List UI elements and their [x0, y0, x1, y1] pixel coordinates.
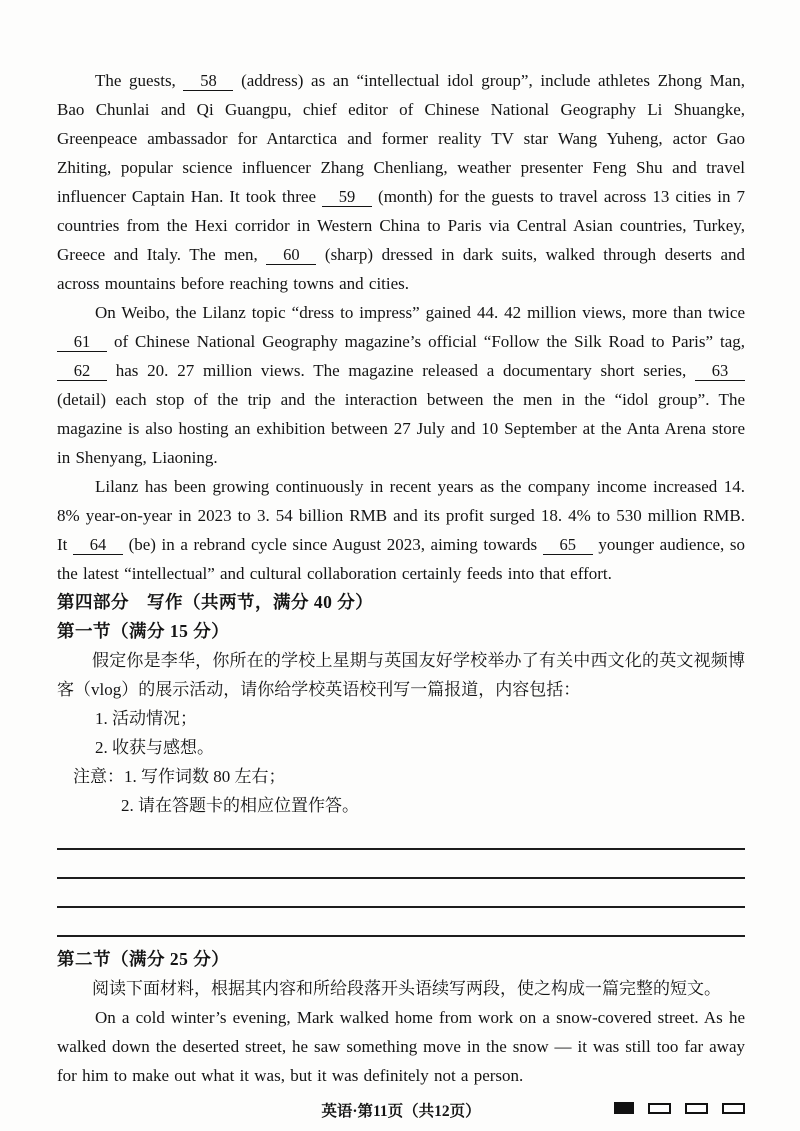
answer-line — [57, 879, 745, 908]
answer-lines-block — [57, 830, 745, 937]
page-marker-outline-icon — [722, 1103, 745, 1114]
page-marker-outline-icon — [685, 1103, 708, 1114]
page-number-label: 英语·第11页（共12页） — [321, 1103, 481, 1120]
blank-58: 58 — [183, 71, 233, 91]
task1-point-2: 2. 收获与感想。 — [95, 738, 214, 757]
answer-line — [57, 830, 745, 850]
blank-62: 62 — [57, 361, 107, 381]
paragraph-lilanz: Lilanz has been growing continuously in recent years as the company income increased 14. 8% year-on-year in 2023 to 3. 54 billion RMB and its profit surged 18. 4% to 530 million RMB. It 64 (be) in a rebrand cycle since August 2023, aiming towards 65 younger audience, so the latest “intellectual” and cultural collaboration certainly feeds into that effort. — [57, 477, 746, 583]
section1-heading: 第一节（满分 15 分） — [57, 621, 230, 641]
part4-heading: 第四部分 写作（共两节，满分 40 分） — [57, 592, 374, 612]
answer-line — [57, 908, 745, 937]
paragraph-guests: The guests, 58 (address) as an “intellectual idol group”, include athletes Zhong Man, Bao Chunlai and Qi Guangpu, chief editor of Chinese National Geography Li Shuangke, Greenpeace ambassador for Antarctica and former reality TV star Wang Yuheng, actor Gao Zhiting, popular science influencer Zhang Chenliang, weather presenter Feng Shu and travel influencer Captain Han. It took three 59 (month) for the guests to travel across 13 cities in 7 countries from the Hexi corridor in Western China to Paris via Central Asian countries, Turkey, Greece and Italy. The men, 60 (sharp) dressed in dark suits, walked through deserts and across mountains before reaching towns and cities. — [57, 71, 746, 293]
section2-heading: 第二节（满分 25 分） — [57, 949, 230, 969]
task1-point-1: 1. 活动情况； — [95, 709, 197, 728]
blank-61: 61 — [57, 332, 107, 352]
answer-line — [57, 850, 745, 879]
page-footer — [57, 1099, 745, 1121]
section2-instruction: 阅读下面材料，根据其内容和所给段落开头语续写两段，使之构成一篇完整的短文。 — [92, 979, 721, 998]
section1-intro: 假定你是李华，你所在的学校上星期与英国友好学校举办了有关中西文化的英文视频博客（vlog）的展示活动，请你给学校英语校刊写一篇报道，内容包括： — [57, 651, 745, 699]
blank-65: 65 — [543, 535, 593, 555]
page-marker-filled-icon — [614, 1102, 634, 1114]
page-marker-outline-icon — [648, 1103, 671, 1114]
blank-60: 60 — [266, 245, 316, 265]
blank-64: 64 — [73, 535, 123, 555]
page-marker-group — [614, 1102, 745, 1114]
task1-note-1: 注意：1. 写作词数 80 左右； — [73, 767, 286, 786]
blank-59: 59 — [322, 187, 372, 207]
paragraph-weibo: On Weibo, the Lilanz topic “dress to impress” gained 44. 42 million views, more than twice 61 of Chinese National Geography magazine’s official “Follow the Silk Road to Paris” tag, 62 has 20. 27 million views. The magazine released a documentary short series, 63 (detail) each stop of the trip and the interaction between the men in the “idol group”. The magazine is also hosting an exhibition between 27 July and 10 September at the Anta Arena store in Shenyang, Liaoning. — [57, 303, 745, 467]
task1-note-2: 2. 请在答题卡的相应位置作答。 — [121, 796, 359, 815]
story-paragraph: On a cold winter’s evening, Mark walked home from work on a snow-covered street. As he walked down the deserted street, he saw something move in the snow — it was still too far away for him to make out what it was, but it was definitely not a person. — [57, 1008, 745, 1085]
blank-63: 63 — [695, 361, 745, 381]
